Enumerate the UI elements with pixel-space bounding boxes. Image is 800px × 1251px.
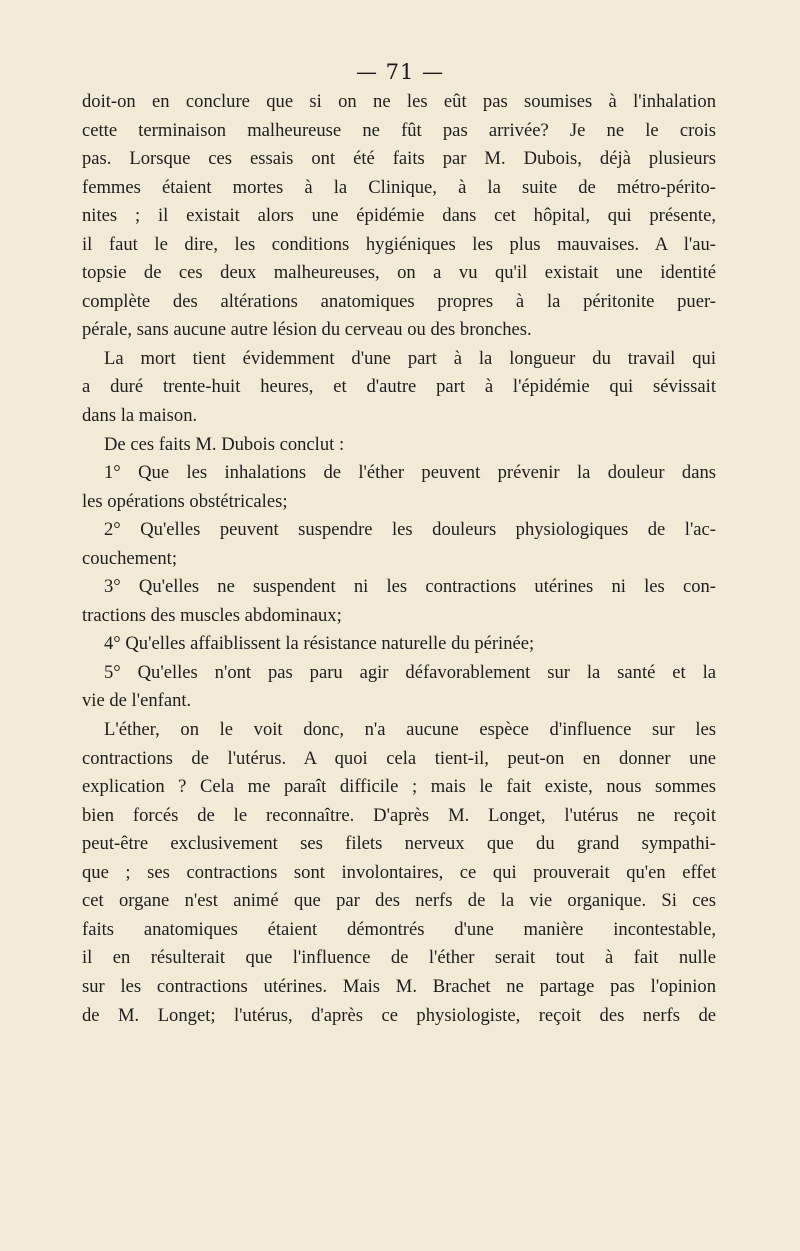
text-line: contractions de l'utérus. A quoi cela tient-il, peut-on en donner une [82, 747, 716, 769]
text-line: bien forcés de le reconnaître. D'après M. Longet, l'utérus ne reçoit [82, 804, 716, 826]
text-line: sur les contractions utérines. Mais M. Brachet ne partage pas l'opinion [82, 975, 716, 997]
text-line: faits anatomiques étaient démontrés d'une manière incontestable, [82, 918, 716, 940]
text-line: il faut le dire, les conditions hygiéniques les plus mauvaises. A l'au- [82, 233, 716, 255]
text-line: topsie de ces deux malheureuses, on a vu qu'il existait une identité [82, 262, 716, 284]
text-line: pérale, sans aucune autre lésion du cerveau ou des bronches. [82, 319, 532, 341]
text-line: couchement; [82, 547, 177, 569]
text-line: pas. Lorsque ces essais ont été faits par M. Dubois, déjà plusieurs [82, 148, 716, 170]
page-number: — 71 — [355, 60, 445, 84]
text-line: 1° Que les inhalations de l'éther peuvent prévenir la douleur dans [104, 462, 716, 484]
text-line: doit-on en conclure que si on ne les eût pas soumises à l'inhalation [82, 91, 716, 112]
text-line: vie de l'enfant. [82, 690, 192, 712]
text-line: complète des altérations anatomiques propres à la péritonite puer- [82, 290, 716, 312]
text-line: a duré trente-huit heures, et d'autre part à l'épidémie qui sévissait [82, 376, 716, 398]
text-line: tractions des muscles abdominaux; [82, 604, 342, 626]
text-line: explication ? Cela me paraît difficile ; mais le fait existe, nous sommes [82, 776, 716, 798]
text-line: 4° Qu'elles affaiblissent la résistance naturelle du périnée; [104, 633, 535, 655]
text-line: 2° Qu'elles peuvent suspendre les douleurs physiologiques de l'ac- [104, 519, 716, 541]
text-line: femmes étaient mortes à la Clinique, à la suite de métro-périto- [82, 176, 716, 198]
text-line: de M. Longet; l'utérus, d'après ce physiologiste, reçoit des nerfs de [82, 1004, 716, 1026]
text-line: peut-être exclusivement ses filets nerveux que du grand sympathi- [82, 833, 716, 855]
text-line: L'éther, on le voit donc, n'a aucune espèce d'influence sur les [104, 719, 716, 741]
text-line: nites ; il existait alors une épidémie dans cet hôpital, qui présente, [82, 205, 716, 227]
text-line: les opérations obstétricales; [82, 490, 288, 512]
body-text [82, 88, 716, 1030]
text-line: 3° Qu'elles ne suspendent ni les contractions utérines ni les con- [104, 576, 716, 598]
text-line: 5° Qu'elles n'ont pas paru agir défavorablement sur la santé et la [104, 661, 716, 683]
text-line: cette terminaison malheureuse ne fût pas arrivée? Je ne le crois [82, 119, 716, 141]
text-line: De ces faits M. Dubois conclut : [104, 433, 345, 455]
text-line: que ; ses contractions sont involontaires, ce qui prouverait qu'en effet [82, 861, 716, 883]
text-line: il en résulterait que l'influence de l'éther serait tout à fait nulle [82, 947, 716, 969]
text-line: dans la maison. [82, 405, 198, 427]
text-line: La mort tient évidemment d'une part à la longueur du travail qui [104, 347, 716, 369]
text-line: cet organe n'est animé que par des nerfs de la vie organique. Si ces [82, 890, 716, 912]
